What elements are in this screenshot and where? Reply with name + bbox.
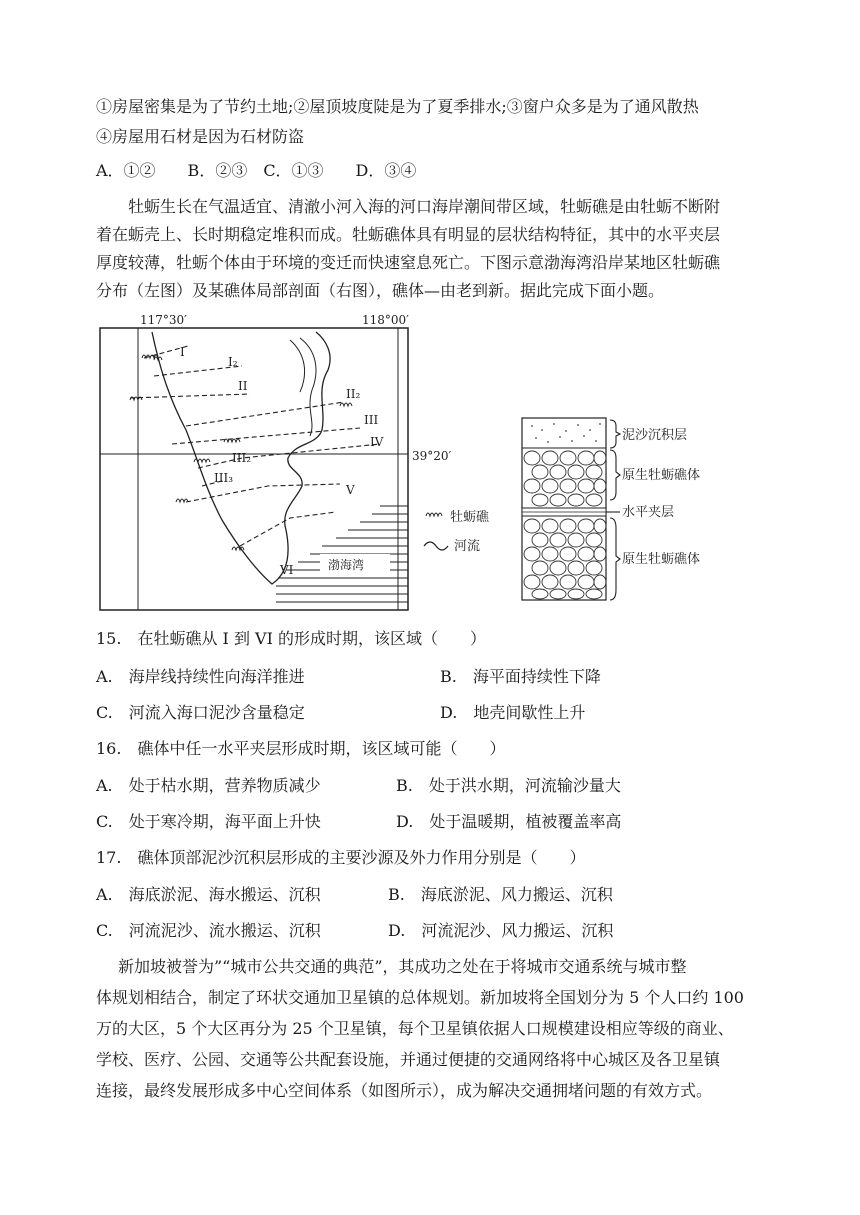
singapore-line-4: 学校、医疗、公园、交通等公共配套设施，并通过便捷的交通网络将中心城区及各卫星镇 <box>96 1050 721 1069</box>
legend-reef-label: 牡蛎礁 <box>450 510 490 525</box>
layer-interlayer-label: 水平夹层 <box>622 505 675 520</box>
layer-sand-label: 泥沙沉积层 <box>622 428 688 443</box>
reef-label-I: I <box>180 345 185 359</box>
lon-label-1: 117°30′ <box>140 313 187 327</box>
reef-line-II2 <box>186 402 344 426</box>
question-16-stem: 16. 礁体中任一水平夹层形成时期，该区域可能（ ） <box>96 739 506 758</box>
singapore-line-1: 新加坡被誉为”“城市公共交通的典范”，其成功之处在于将城市交通系统与城市整 <box>118 957 687 976</box>
singapore-line-3: 万的大区，5 个大区再分为 25 个卫星镇，每个卫星镇依据人口规模建设相应等级的商业、 <box>96 1019 734 1038</box>
reef-label-III3: III₃ <box>214 471 234 485</box>
singapore-line-2: 体规划相结合，制定了环状交通加卫星镇的总体规划。新加坡将全国划分为 5 个人口约 100 <box>96 988 744 1007</box>
reef-line-II <box>130 394 250 398</box>
sea-label: 渤海湾 <box>328 558 365 572</box>
singapore-line-5: 连接，最终发展形成多中心空间体系（如图所示），成为解决交通拥堵问题的有效方式。 <box>96 1081 713 1100</box>
q15-option-b[interactable]: B. 海平面持续性下降 <box>440 667 601 686</box>
q16-option-d[interactable]: D. 处于温暖期，植被覆盖率高 <box>396 812 622 831</box>
q17-option-b[interactable]: B. 海底淤泥、风力搬运、沉积 <box>388 885 613 904</box>
reef-label-I2: I₂ <box>228 355 238 369</box>
q17-option-a[interactable]: A. 海底淤泥、海水搬运、沉积 <box>96 885 321 904</box>
river-legend-icon <box>424 542 448 550</box>
reef-line-III <box>172 428 360 444</box>
reef-label-IV: IV <box>370 435 384 449</box>
q15-option-c[interactable]: C. 河流入海口泥沙含量稳定 <box>96 703 305 722</box>
statement-line-2: ④房屋用石材是因为石材防盗 <box>96 127 305 146</box>
q16-option-b[interactable]: B. 处于洪水期，河流输沙量大 <box>396 776 621 795</box>
reef-distribution-map <box>100 313 452 610</box>
lon-label-2: 118°00′ <box>362 313 409 327</box>
question-15-stem: 15. 在牡蛎礁从 I 到 VI 的形成时期，该区域（ ） <box>96 629 486 648</box>
q16-option-a[interactable]: A. 处于枯水期，营养物质减少 <box>96 776 321 795</box>
reef-label-III: III <box>364 413 379 427</box>
reef-label-II2: II₂ <box>346 387 361 401</box>
legend-river-label: 河流 <box>454 539 481 554</box>
reef-label-VI: VI <box>280 563 294 577</box>
q17-option-c[interactable]: C. 河流泥沙、流水搬运、沉积 <box>96 921 321 940</box>
statement-line-1: ①房屋密集是为了节约土地;②屋顶坡度陡是为了夏季排水;③窗户众多是为了通风散热 <box>96 97 699 116</box>
reef-label-II: II <box>238 379 248 393</box>
question-17-stem: 17. 礁体顶部泥沙沉积层形成的主要沙源及外力作用分别是（ ） <box>96 848 586 867</box>
reef-label-III2: III₂ <box>232 451 252 465</box>
figure <box>90 310 730 620</box>
layer-reef-upper-label: 原生牡蛎礁体 <box>622 468 701 483</box>
intro-line-1: 牡蛎生长在气温适宜、清澈小河入海的河口海岸潮间带区域，牡蛎礁是由牡蛎不断附 <box>128 197 721 216</box>
options-line: A．①② B．②③ C．①③ D．③④ <box>96 161 417 180</box>
q15-option-d[interactable]: D. 地壳间歇性上升 <box>440 703 586 722</box>
q15-option-a[interactable]: A. 海岸线持续性向海洋推进 <box>96 667 305 686</box>
q16-option-c[interactable]: C. 处于寒冷期，海平面上升快 <box>96 812 321 831</box>
reef-section-profile <box>522 418 700 600</box>
layer-reef-lower-label: 原生牡蛎礁体 <box>622 552 701 567</box>
reef-legend-icon <box>426 513 442 516</box>
reef-label-V: V <box>346 483 355 497</box>
q17-option-d[interactable]: D. 河流泥沙、风力搬运、沉积 <box>388 921 614 940</box>
intro-line-2: 着在蛎壳上、长时期稳定堆积而成。牡蛎礁体具有明显的层状结构特征，其中的水平夹层 <box>96 225 721 244</box>
map-legend <box>424 509 490 554</box>
intro-line-4: 分布（左图）及某礁体局部剖面（右图），礁体—由老到新。据此完成下面小题。 <box>96 281 665 300</box>
lat-label: 39°20′ <box>412 449 452 463</box>
intro-line-3: 厚度较薄，牡蛎个体由于环境的变迁而快速窒息死亡。下图示意渤海湾沿岸某地区牡蛎礁 <box>96 253 721 272</box>
